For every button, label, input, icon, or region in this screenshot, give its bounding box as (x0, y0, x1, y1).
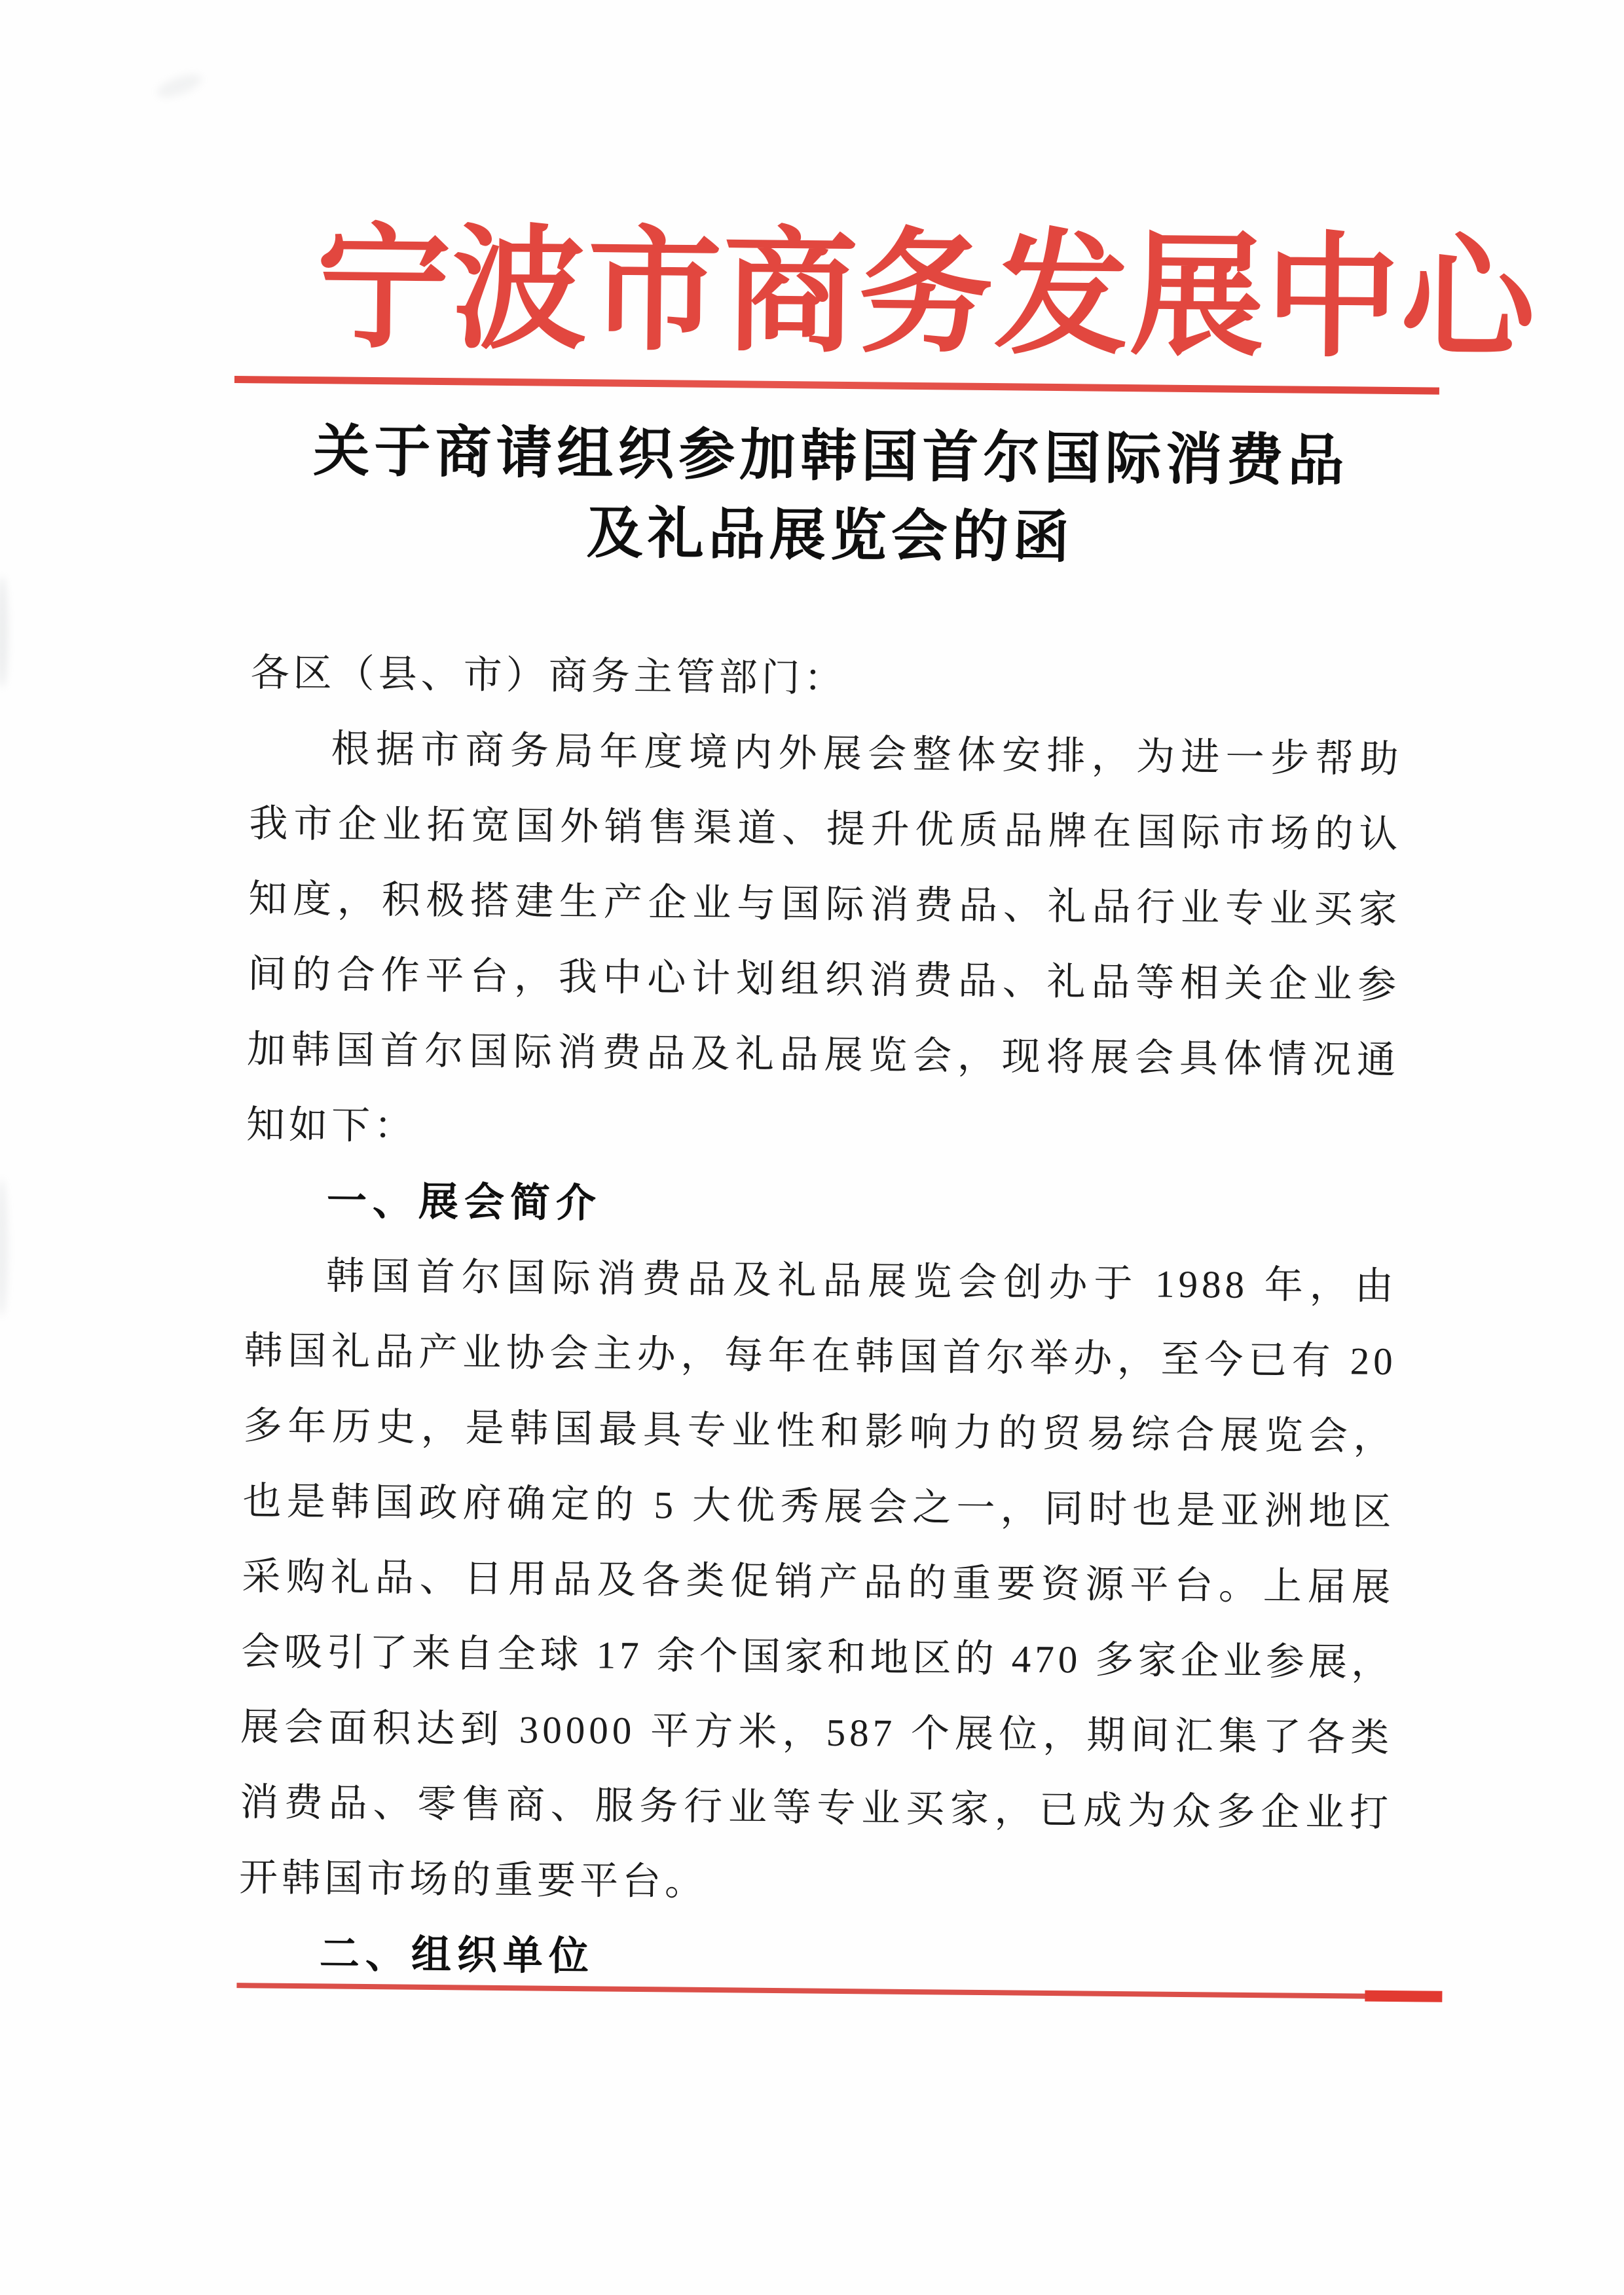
letter-body (238, 635, 1403, 2002)
body-line: 知度，积极搭建生产企业与国际消费品、礼品行业专业买家 (248, 877, 1401, 932)
body-line: 知如下： (246, 1103, 417, 1148)
section-2-heading: 二、组织单位 (319, 1931, 595, 1979)
salutation-line: 各区（县、市）商务主管部门： (250, 651, 847, 700)
body-line: 也是韩国政府确定的 5 大优秀展会之一，同时也是亚洲地区 (242, 1479, 1395, 1534)
body-line: 消费品、零售商、服务行业等专业买家，已成为众多企业打 (239, 1780, 1393, 1835)
body-line: 采购礼品、日用品及各类促销产品的重要资源平台。上届展 (242, 1554, 1395, 1609)
body-line: 多年历史，是韩国最具专业性和影响力的贸易综合展览会， (243, 1404, 1396, 1459)
letterhead-rule (234, 376, 1439, 395)
document-title-line-2: 及礼品展览会的函 (586, 502, 1075, 570)
body-line: 开韩国市场的重要平台。 (238, 1856, 708, 1904)
body-line: 展会面积达到 30000 平方米，587 个展位，期间汇集了各类 (240, 1705, 1393, 1760)
footer-rule-end-cap (1365, 1991, 1442, 2002)
body-line: 间的合作平台，我中心计划组织消费品、礼品等相关企业参 (247, 952, 1401, 1007)
body-line: 根据市商务局年度境内外展会整体安排，为进一步帮助 (331, 727, 1403, 781)
body-line: 我市企业拓宽国外销售渠道、提升优质品牌在国际市场的认 (249, 801, 1402, 856)
body-line: 韩国首尔国际消费品及礼品展览会创办于 1988 年，由 (325, 1254, 1398, 1308)
document-title-line-1: 关于商请组织参加韩国首尔国际消费品 (312, 420, 1349, 493)
body-line: 加韩国首尔国际消费品及礼品展览会，现将展会具体情况通 (246, 1027, 1400, 1082)
body-line: 韩国礼品产业协会主办，每年在韩国首尔举办，至今已有 20 (244, 1329, 1397, 1384)
letterhead-org-name: 宁波市商务发展中心 (316, 215, 1538, 376)
body-line: 会吸引了来自全球 17 余个国家和地区的 470 多家企业参展， (241, 1630, 1394, 1685)
section-1-heading: 一、展会简介 (326, 1178, 602, 1226)
document-title (221, 411, 1440, 581)
